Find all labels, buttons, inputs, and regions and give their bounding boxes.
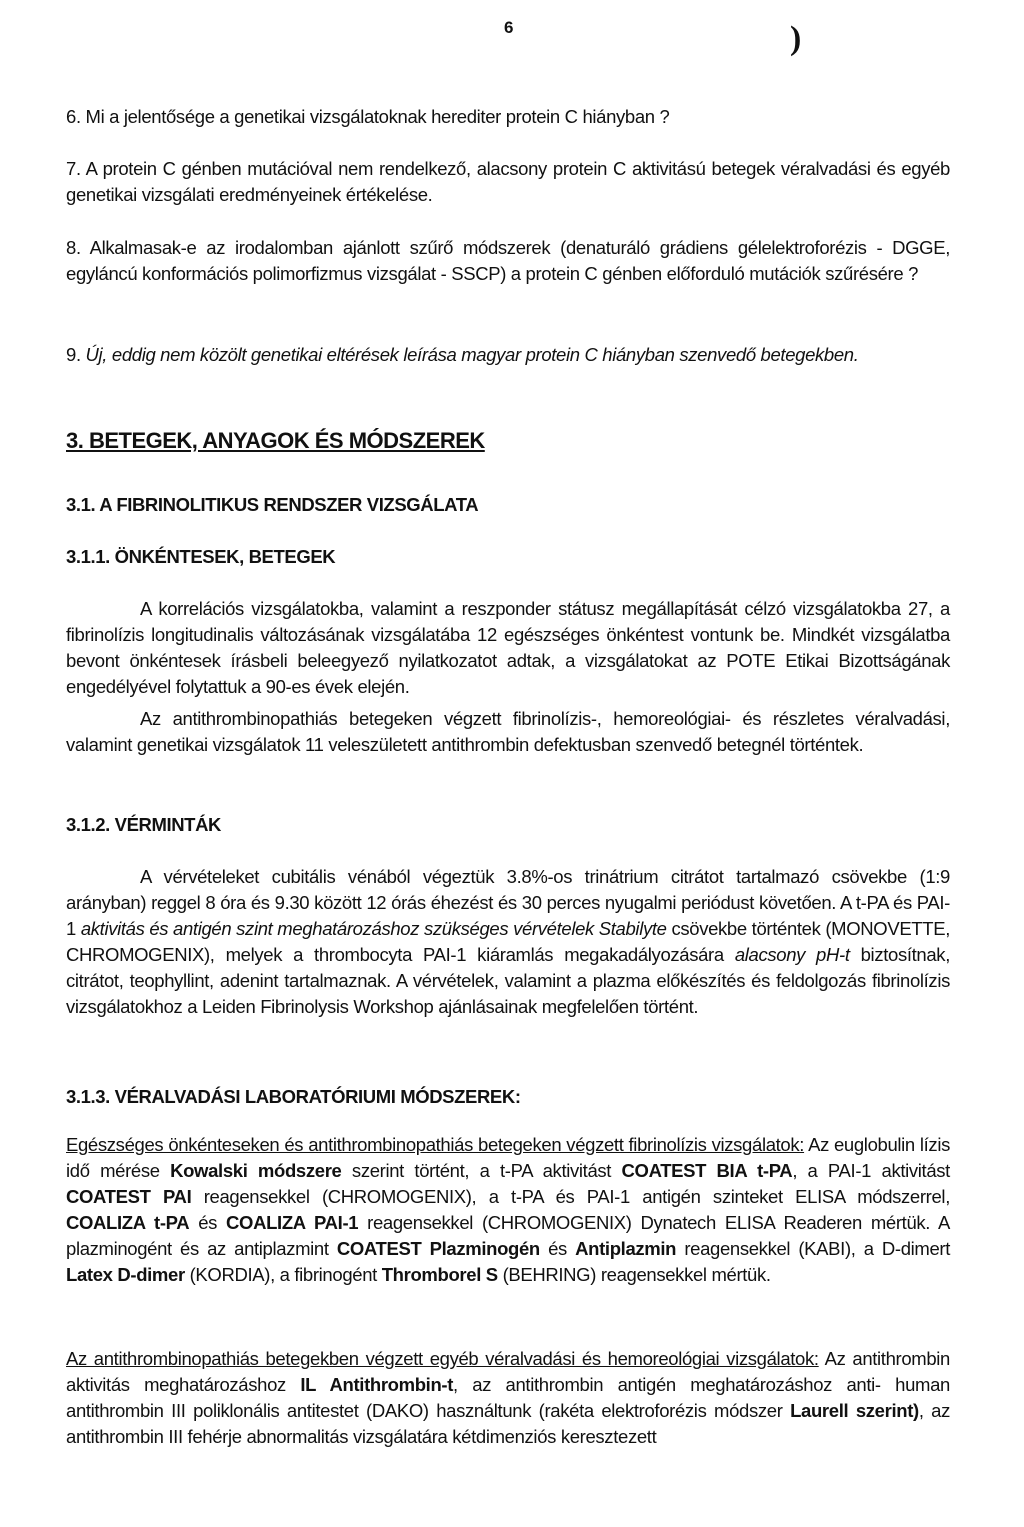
bold-run: Laurell szerint)	[790, 1400, 919, 1421]
section-3-1-1-paragraph-2	[66, 706, 950, 758]
italic-run: alacsony pH-t	[734, 944, 850, 965]
text-run: szerint történt, a t-PA aktivitást	[341, 1160, 622, 1181]
bold-run: Kowalski módszere	[170, 1160, 342, 1181]
question-6: 6. Mi a jelentősége a genetikai vizsgálatoknak herediter protein C hiányban ?	[66, 106, 670, 127]
bold-run: Latex D-dimer	[66, 1264, 185, 1285]
text-run: , a PAI-1 aktivitást	[792, 1160, 950, 1181]
text-run: (BEHRING) reagensekkel mértük.	[497, 1264, 771, 1285]
section-3-1-2-heading: 3.1.2. VÉRMINTÁK	[66, 814, 221, 835]
bold-run: Antiplazmin	[575, 1238, 677, 1259]
bold-run: Thromborel S	[381, 1264, 498, 1285]
page-number: 6	[504, 18, 514, 37]
question-9-number: 9.	[66, 344, 86, 365]
question-9-text: Új, eddig nem közölt genetikai eltérések leírása magyar protein C hiányban szenvedő betegekben.	[85, 344, 859, 365]
question-8: 8. Alkalmasak-e az irodalomban ajánlott szűrő módszerek (denaturáló grádiens gélelektroforézis - DGGE, egyláncú konformációs polimorfizmus vizsgálat - SSCP) a protein C génben előforduló mutációk szűrésére ?	[66, 237, 950, 284]
section-3-1-3-paragraph-2	[66, 1346, 950, 1450]
section-3-1-2-paragraph	[66, 864, 950, 1020]
text-run: , az antithrombin antigén meghatározáshoz anti- human antithrombin III poliklonális antitestet (DAKO) használtunk (rakéta elektroforézis módszer	[66, 1374, 950, 1421]
text-run: Az euglobulin lízis idő mérése	[66, 1134, 950, 1181]
question-7: 7. A protein C génben mutációval nem rendelkező, alacsony protein C aktivitású betegek véralvadási és egyéb genetikai vizsgálati eredményeinek értékelése.	[66, 158, 950, 205]
text-run: reagensekkel (KABI), a D-dimert	[676, 1238, 951, 1259]
section-3-1-heading: 3.1. A FIBRINOLITIKUS RENDSZER VIZSGÁLATA	[66, 494, 479, 515]
section-3-1-1-paragraph-1	[66, 596, 950, 700]
section-3-1-1-paragraph-1-text: A korrelációs vizsgálatokba, valamint a reszponder státusz megállapítását célzó vizsgálatokba 27, a fibrinolízis longitudinalis változásának vizsgálatába 12 egészséges önkéntest vontunk be. Mindkét vizsgálatba bevont önkéntesek írásbeli beleegyező nyilatkozatot adtak, a vizsgálatokat az POTE Etikai Bizottságának engedélyével folytattuk a 90-es évek elején.	[66, 598, 950, 697]
margin-mark: )	[790, 20, 802, 57]
text-run: és	[189, 1212, 227, 1233]
italic-run: aktivitás és antigén szint meghatározáshoz szükséges vérvételek Stabilyte	[80, 918, 667, 939]
text-run: biztosítnak, citrátot, teophyllint, adenint tartalmaznak. A vérvételek, valamint a plazma előkészítés és feldolgozás fibrinolízis vizsgálatokhoz a Leiden Fibrinolysis Workshop ajánlásainak megfelelően történt.	[66, 944, 950, 1017]
underlined-lead: Az antithrombinopathiás betegekben végzett egyéb véralvadási és hemoreológiai vizsgálatok:	[66, 1348, 819, 1369]
bold-run: COATEST BIA t-PA	[621, 1160, 793, 1181]
section-3-1-1-paragraph-2-text: Az antithrombinopathiás betegeken végzett fibrinolízis-, hemoreológiai- és részletes véralvadási, valamint genetikai vizsgálatok 11 veleszületett antithrombin defektusban szenvedő betegnél történtek.	[66, 708, 950, 755]
text-run: , az antithrombin III fehérje abnormalitás vizsgálatára kétdimenziós keresztezett	[66, 1400, 950, 1447]
bold-run: COATEST PAI	[66, 1186, 192, 1207]
section-3-heading: 3. BETEGEK, ANYAGOK ÉS MÓDSZEREK	[66, 428, 485, 453]
underlined-lead: Egészséges önkénteseken és antithrombinopathiás betegeken végzett fibrinolízis vizsgálatok:	[66, 1134, 805, 1155]
section-3-1-3-heading: 3.1.3. VÉRALVADÁSI LABORATÓRIUMI MÓDSZEREK:	[66, 1086, 521, 1107]
text-run: csövekbe történtek (MONOVETTE, CHROMOGENIX), melyek a thrombocyta PAI-1 kiáramlás megakadályozására	[66, 918, 950, 965]
section-3-1-1-heading: 3.1.1. ÖNKÉNTESEK, BETEGEK	[66, 546, 336, 567]
bold-run: COALIZA t-PA	[66, 1212, 190, 1233]
text-run: (KORDIA), a fibrinogént	[184, 1264, 382, 1285]
bold-run: IL Antithrombin-t	[300, 1374, 454, 1395]
bold-run: COATEST Plazminogén	[336, 1238, 540, 1259]
question-9	[66, 342, 950, 368]
text-run: és	[539, 1238, 576, 1259]
section-3-1-3-paragraph-1	[66, 1132, 950, 1288]
text-run: A vérvételeket cubitális vénából végeztük 3.8%-os trinátrium citrátot tartalmazó csövekbe (1:9 arányban) reggel 8 óra és 9.30 között 12 órás éhezést és 30 perces nyugalmi periódust követően. A t-PA és PAI-1	[66, 866, 950, 939]
text-run: reagensekkel (CHROMOGENIX) Dynatech ELISA Readeren mértük. A plazminogént és az antiplazmint	[66, 1212, 951, 1259]
text-run: reagensekkel (CHROMOGENIX), a t-PA és PAI-1 antigén szinteket ELISA módszerrel,	[191, 1186, 950, 1207]
bold-run: COALIZA PAI-1	[226, 1212, 359, 1233]
text-run: Az antithrombin aktivitás meghatározáshoz	[66, 1348, 950, 1395]
